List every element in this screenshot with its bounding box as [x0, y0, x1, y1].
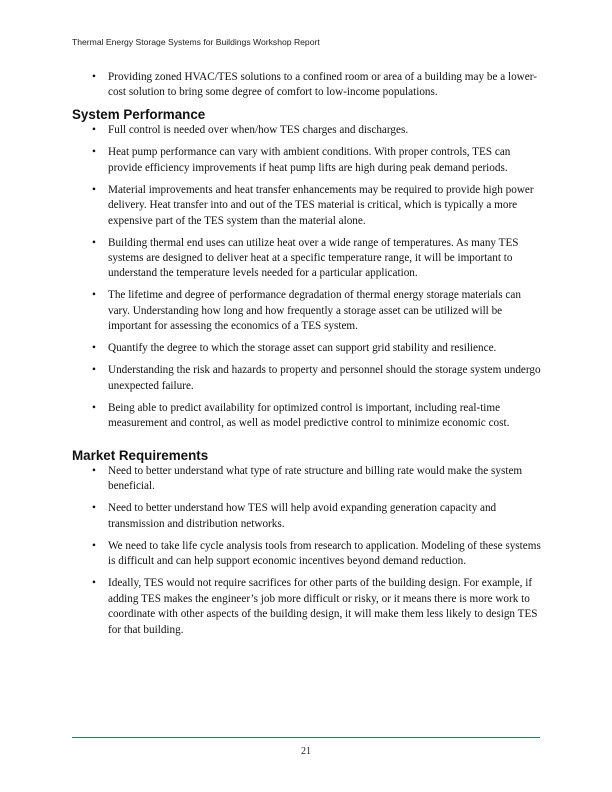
bullet-dot-icon: •	[92, 465, 96, 478]
bullet-item: • Need to better understand what type of rate structure and billing rate would make the system beneficial.	[92, 465, 523, 493]
bullet-dot-icon: •	[92, 364, 96, 377]
bullet-item: • Being able to predict availability for optimized control is important, including real-time measurement and control, as well as model predictive control to minimize economic cost.	[92, 401, 510, 430]
bullet-item: • Need to better understand how TES will help avoid expanding generation capacity and transmission and distribution networks.	[92, 502, 497, 530]
bullet-item: • Material improvements and heat transfer enhancements may be required to provide high power delivery. Heat transfer into and out of the TES material is critical, which is typically a more expensive part of the TES system than the material alone.	[92, 183, 534, 227]
running-header: Thermal Energy Storage Systems for Buildings Workshop Report	[72, 37, 320, 47]
bullet-item: • Full control is needed over when/how TES charges and discharges.	[72, 123, 542, 138]
bullet-item: • Ideally, TES would not require sacrifices for other parts of the building design. For example, if adding TES makes the engineer’s job more difficult or risky, or it means there is more work to coordinate with other aspects of the building design, it will make them less likely to design TES for that building.	[92, 577, 538, 636]
bullet-dot-icon: •	[92, 146, 96, 159]
system-performance-bullet-list	[72, 123, 542, 431]
bullet-dot-icon: •	[92, 401, 96, 414]
bullet-dot-icon: •	[92, 577, 96, 590]
bullet-dot-icon: •	[92, 183, 96, 196]
bullet-dot-icon: •	[92, 539, 96, 552]
market-requirements-bullet-list	[72, 464, 542, 638]
bullet-dot-icon: •	[92, 502, 96, 515]
page-number: 21	[301, 746, 311, 757]
bullet-item: • Understanding the risk and hazards to property and personnel should the storage system undergo unexpected failure.	[92, 364, 541, 392]
page-content	[72, 70, 542, 645]
footer-divider	[72, 737, 540, 738]
bullet-dot-icon: •	[92, 236, 96, 249]
bullet-item: • Quantify the degree to which the storage asset can support grid stability and resilience.	[72, 341, 542, 356]
section-spacer	[72, 438, 542, 448]
bullet-item: • Heat pump performance can vary with ambient conditions. With proper controls, TES can provide efficiency improvements if heat pump lifts are high during peak demand periods.	[92, 146, 511, 174]
bullet-item: • We need to take life cycle analysis tools from research to application. Modeling of these systems is difficult and can help support economic incentives beyond demand reduction.	[92, 539, 541, 568]
bullet-item: • Building thermal end uses can utilize heat over a wide range of temperatures. As many TES systems are designed to deliver heat at a specific temperature range, it will be important to understand the temperature levels needed for a particular application.	[92, 236, 519, 280]
bullet-dot-icon: •	[92, 289, 96, 302]
bullet-item: • Providing zoned HVAC/TES solutions to a confined room or area of a building may be a lower-cost solution to bring some degree of comfort to low-income populations.	[92, 71, 537, 99]
section-heading-system-performance: System Performance	[72, 107, 206, 123]
bullet-dot-icon: •	[92, 342, 96, 355]
intro-bullet-list	[72, 70, 542, 101]
section-heading-market-requirements: Market Requirements	[72, 448, 209, 464]
bullet-dot-icon: •	[92, 71, 96, 83]
bullet-dot-icon: •	[92, 124, 96, 137]
bullet-item: • The lifetime and degree of performance degradation of thermal energy storage materials can vary. Understanding how long and how frequently a storage asset can be utilized will be important for assessing the economics of a TES system.	[92, 289, 521, 333]
